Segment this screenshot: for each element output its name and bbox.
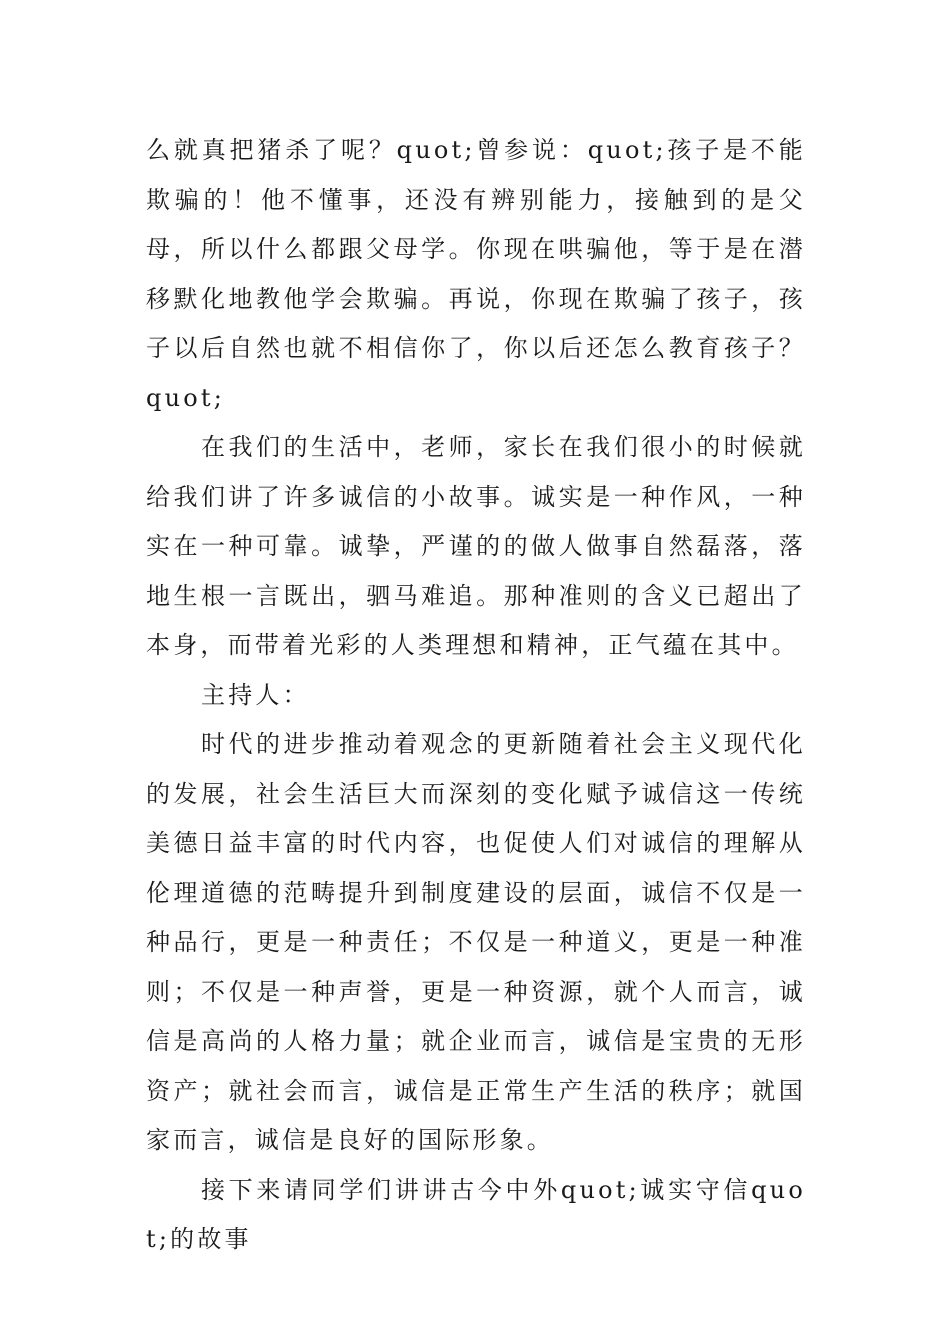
- paragraph-host-label: 主持人：: [201, 680, 310, 709]
- paragraph-next-stories: 接下来请同学们讲讲古今中外quot;诚实守信quot;的故事: [146, 1175, 806, 1253]
- paragraph-continuation: 么就真把猪杀了呢？quot;曾参说：quot;孩子是不能欺骗的！他不懂事，还没有辨别能力，接触到的是父母，所以什么都跟父母学。你现在哄骗他，等于是在潜移默化地教他学会欺骗。再说，你现在欺骗了孩子，孩子以后自然也就不相信你了，你以后还怎么教育孩子？quot;: [146, 136, 806, 412]
- paragraph-integrity-stories: 在我们的生活中，老师，家长在我们很小的时候就给我们讲了许多诚信的小故事。诚实是一种作风，一种实在一种可靠。诚挚，严谨的的做人做事自然磊落，落地生根一言既出，驷马难追。那种准则的含义已超出了本身，而带着光彩的人类理想和精神，正气蕴在其中。: [146, 433, 806, 659]
- document-body: [146, 126, 806, 1265]
- paragraph-era-progress: 时代的进步推动着观念的更新随着社会主义现代化的发展，社会生活巨大而深刻的变化赋予诚信这一传统美德日益丰富的时代内容，也促使人们对诚信的理解从伦理道德的范畴提升到制度建设的层面，诚信不仅是一种品行，更是一种责任；不仅是一种道义，更是一种准则；不仅是一种声誉，更是一种资源，就个人而言，诚信是高尚的人格力量；就企业而言，诚信是宝贵的无形资产；就社会而言，诚信是正常生产生活的秩序；就国家而言，诚信是良好的国际形象。: [146, 730, 806, 1154]
